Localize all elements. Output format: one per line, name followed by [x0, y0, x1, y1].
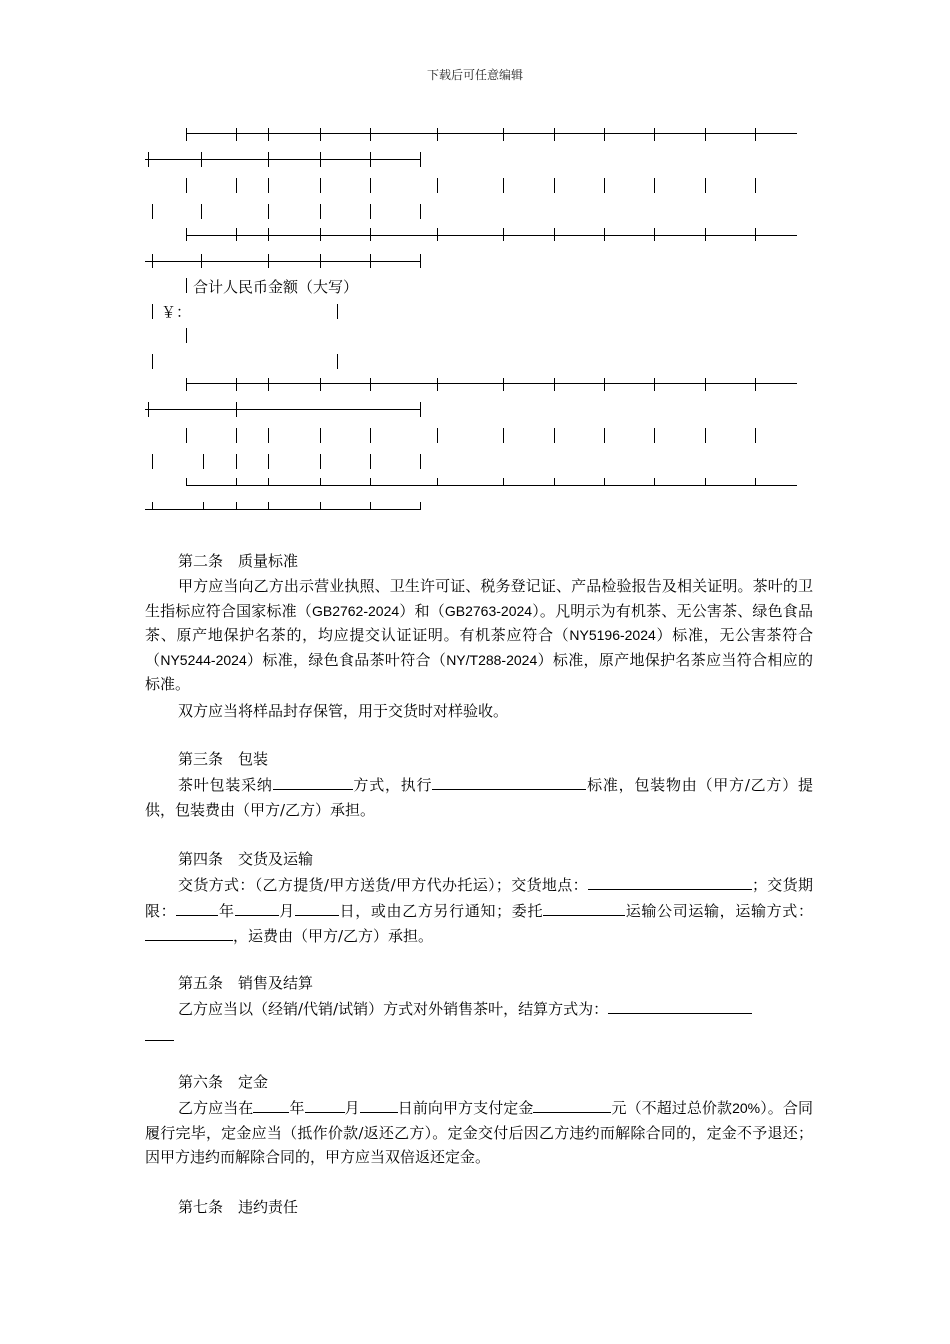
table-rule: [437, 428, 438, 443]
fill-blank[interactable]: [176, 898, 218, 916]
fill-blank[interactable]: [295, 898, 339, 916]
percent-value: 20%: [732, 1100, 761, 1116]
article-4-title: 第四条 交货及运输: [178, 850, 314, 868]
text: 元（不超过总价款: [611, 1099, 733, 1117]
table-rule: [604, 478, 605, 486]
table-rule: [604, 378, 605, 391]
yen-label: ￥：: [161, 303, 192, 321]
table-rule: [145, 159, 420, 160]
page-header: 下载后可任意编辑: [426, 68, 523, 82]
table-rule: [148, 152, 149, 167]
table-rule: [654, 128, 655, 141]
article-7-title: 第七条 违约责任: [178, 1198, 299, 1216]
article-2-paragraph-1: [145, 574, 813, 697]
table-rule: [337, 354, 338, 369]
table-rule: [420, 502, 421, 510]
fill-blank[interactable]: [235, 898, 279, 916]
table-rule: [755, 228, 756, 241]
standard-code: NY/T288-2024: [446, 651, 538, 668]
table-rule: [236, 378, 237, 391]
table-rule: [145, 509, 420, 510]
article-5-paragraph: [145, 996, 813, 1022]
standard-code: NY5244-2024: [160, 651, 247, 668]
table-rule: [503, 128, 504, 141]
table-rule: [152, 204, 153, 219]
table-rule: [186, 278, 187, 293]
text: 月: [278, 901, 295, 920]
table-rule: [554, 228, 555, 241]
table-rule: [437, 178, 438, 193]
table-rule: [654, 228, 655, 241]
table-rule: [705, 428, 706, 443]
table-rule: [370, 428, 371, 443]
table-rule: [370, 478, 371, 486]
table-rule: [268, 204, 269, 219]
table-rule: [236, 402, 237, 417]
table-rule: [755, 378, 756, 391]
table-rule: [236, 128, 237, 141]
table-rule: [186, 328, 187, 343]
standard-code: GB2763-2024: [444, 602, 533, 619]
table-rule: [152, 354, 153, 369]
table-rule: [152, 502, 153, 510]
table-rule: [320, 178, 321, 193]
table-rule: [201, 152, 202, 167]
table-rule: [145, 261, 420, 262]
table-rule: [437, 478, 438, 486]
table-rule: [755, 178, 756, 193]
fill-blank[interactable]: [588, 872, 752, 890]
fill-blank[interactable]: [533, 1095, 611, 1113]
article-2-paragraph-2: 双方应当将样品封存保管，用于交货时对样验收。: [178, 702, 509, 720]
text: 乙方应当在: [178, 1099, 254, 1117]
table-rule: [437, 378, 438, 391]
article-4-paragraph: [145, 872, 813, 949]
article-3-title: 第三条 包装: [178, 750, 269, 768]
table-rule: [420, 254, 421, 268]
table-rule: [554, 428, 555, 443]
table-rule: [320, 454, 321, 469]
standard-code: NY5196-2024: [569, 627, 656, 643]
table-rule: [705, 478, 706, 486]
text: 运输公司运输，运输方式：: [625, 901, 813, 920]
table-rule: [604, 178, 605, 193]
table-rule: [145, 409, 420, 410]
text: ）标准，原产地保护名茶应当符合相应的标准。: [145, 650, 813, 693]
table-rule: [320, 204, 321, 219]
table-rule: [604, 228, 605, 241]
fill-blank[interactable]: [360, 1095, 398, 1113]
table-rule: [320, 152, 321, 167]
table-rule: [503, 178, 504, 193]
table-rule: [268, 428, 269, 443]
fill-blank[interactable]: [273, 772, 353, 790]
table-rule: [705, 178, 706, 193]
table-rule: [186, 228, 187, 241]
table-rule: [186, 128, 187, 141]
text: ；交货期限：: [145, 876, 813, 920]
table-rule: [186, 378, 187, 391]
table-rule: [503, 428, 504, 443]
text: 交货方式：（乙方提货/甲方送货/甲方代办托运）；交货地点：: [178, 876, 588, 894]
table-rule: [186, 428, 187, 443]
table-rule: [370, 228, 371, 241]
table-rule: [755, 478, 756, 486]
text: 标准，包装物由（甲方/乙方）提供，包装费由（甲方/乙方）承担。: [145, 776, 813, 819]
table-rule: [503, 228, 504, 241]
table-rule: [268, 228, 269, 241]
fill-blank-continued[interactable]: [145, 1040, 174, 1041]
table-rule: [370, 254, 371, 268]
text: ）。合同履行完毕，定金应当（抵作价款/返还乙方）。定金交付后因乙方违约而解除合同的，定金不予退还；因甲方违约而解除合同的，甲方应当双倍返还定金。: [145, 1099, 813, 1166]
text: ）和（: [399, 601, 445, 620]
table-rule: [152, 304, 153, 319]
table-rule: [554, 478, 555, 486]
table-rule: [370, 204, 371, 219]
text: ）。凡明示为有机茶、无公害茶、绿色食品茶、原产地保护名茶的，均应提交认证证明。有机茶应符合（: [145, 601, 813, 644]
text: 日前向甲方支付定金: [397, 1099, 534, 1117]
table-rule: [268, 178, 269, 193]
table-rule: [420, 402, 421, 417]
table-rule: [236, 454, 237, 469]
table-rule: [268, 254, 269, 268]
table-rule: [370, 502, 371, 510]
table-rule: [320, 254, 321, 268]
table-rule: [437, 228, 438, 241]
table-rule: [268, 478, 269, 486]
table-rule: [370, 178, 371, 193]
total-label: 合计人民币金额（大写）: [193, 278, 359, 296]
table-rule: [320, 228, 321, 241]
article-2-title: 第二条 质量标准: [178, 552, 299, 570]
table-rule: [604, 128, 605, 141]
table-rule: [203, 502, 204, 510]
table-rule: [370, 152, 371, 167]
text: 月: [344, 1099, 360, 1117]
text: 乙方应当以（经销/代销/试销）方式对外销售茶叶，结算方式为：: [178, 1000, 609, 1018]
fill-blank[interactable]: [253, 1095, 289, 1113]
table-rule: [337, 304, 338, 319]
table-rule: [236, 228, 237, 241]
table-rule: [186, 178, 187, 193]
text: 年: [218, 901, 235, 920]
text: 方式，执行: [352, 776, 433, 794]
article-6-paragraph: [145, 1095, 813, 1170]
table-rule: [654, 478, 655, 486]
table-rule: [437, 128, 438, 141]
table-rule: [654, 378, 655, 391]
table-rule: [705, 128, 706, 141]
text: 茶叶包装采纳: [178, 776, 273, 794]
table-rule: [320, 428, 321, 443]
table-rule: [554, 128, 555, 141]
table-rule: [201, 254, 202, 268]
table-rule: [320, 478, 321, 486]
table-rule: [705, 228, 706, 241]
table-rule: [755, 128, 756, 141]
text: ）标准，无公害茶符合（: [145, 626, 813, 669]
table-rule: [370, 454, 371, 469]
table-rule: [654, 428, 655, 443]
table-rule: [148, 402, 149, 417]
table-rule: [186, 478, 187, 486]
table-rule: [152, 254, 153, 268]
text: 甲方应当向乙方出示营业执照、卫生许可证、税务登记证、产品检验报告及相关证明。茶叶的卫生指标应符合国家标准（: [145, 577, 813, 620]
table-rule: [203, 454, 204, 469]
table-rule: [152, 454, 153, 469]
table-rule: [370, 128, 371, 141]
table-rule: [320, 502, 321, 510]
table-rule: [654, 178, 655, 193]
table-rule: [320, 128, 321, 141]
fill-blank[interactable]: [305, 1095, 345, 1113]
fill-blank[interactable]: [608, 996, 752, 1014]
table-rule: [236, 478, 237, 486]
table-rule: [268, 152, 269, 167]
table-rule: [236, 428, 237, 443]
table-rule: [554, 378, 555, 391]
text: 年: [289, 1099, 305, 1117]
fill-blank[interactable]: [543, 898, 625, 916]
table-rule: [420, 204, 421, 219]
table-rule: [268, 454, 269, 469]
article-5-title: 第五条 销售及结算: [178, 974, 314, 992]
text: 日，或由乙方另行通知；委托: [338, 901, 544, 920]
table-rule: [554, 178, 555, 193]
table-rule: [320, 378, 321, 391]
article-3-paragraph: [145, 772, 813, 822]
text: ，运费由（甲方/乙方）承担。: [233, 927, 434, 945]
fill-blank[interactable]: [145, 923, 233, 941]
standard-code: GB2762-2024: [311, 602, 400, 619]
table-rule: [370, 378, 371, 391]
table-rule: [420, 454, 421, 469]
table-rule: [236, 502, 237, 510]
table-rule: [268, 502, 269, 510]
table-rule: [268, 128, 269, 141]
table-rule: [705, 378, 706, 391]
table-rule: [755, 428, 756, 443]
table-rule: [420, 152, 421, 167]
table-rule: [268, 378, 269, 391]
table-rule: [236, 178, 237, 193]
text: ）标准，绿色食品茶叶符合（: [246, 650, 447, 669]
fill-blank[interactable]: [432, 772, 586, 790]
article-6-title: 第六条 定金: [178, 1073, 269, 1091]
table-rule: [503, 478, 504, 486]
table-rule: [201, 204, 202, 219]
table-rule: [503, 378, 504, 391]
table-rule: [604, 428, 605, 443]
